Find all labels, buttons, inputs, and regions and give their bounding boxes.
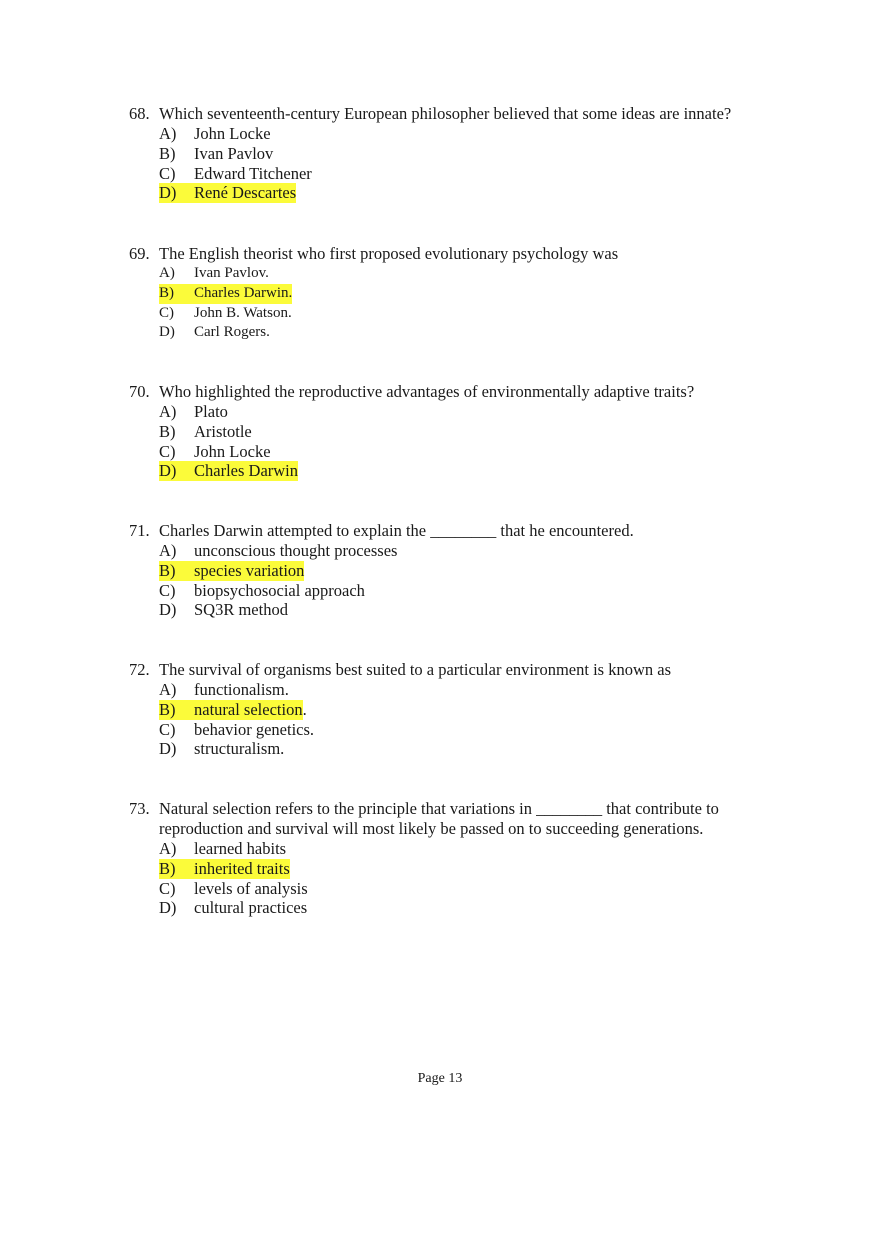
option-letter: A) — [159, 680, 177, 699]
question-number: 69. — [129, 244, 150, 263]
option-letter: B) — [159, 421, 176, 441]
option-text: learned habits — [194, 839, 287, 858]
option-letter: C) — [159, 580, 176, 600]
question-stem — [129, 104, 789, 124]
option-text: Aristotle — [194, 421, 252, 441]
question-number: 72. — [129, 660, 150, 679]
option-text: René Descartes — [194, 183, 297, 203]
option-text: John B. Watson. — [194, 304, 292, 321]
option-letter: B) — [159, 560, 176, 580]
question-number: 71. — [129, 521, 150, 540]
question-number: 73. — [129, 799, 150, 818]
option-text: Plato — [194, 402, 228, 421]
answer-highlight — [159, 700, 303, 720]
option-b-correct — [159, 700, 789, 720]
question-stem — [129, 660, 789, 680]
question-text: The survival of organisms best suited to a particular environment is known as — [159, 660, 672, 679]
option-letter: A) — [159, 402, 177, 421]
option-letter: C) — [159, 441, 176, 461]
option-letter: A) — [159, 265, 175, 281]
question-text: Charles Darwin attempted to explain the ________ that he encountered. — [159, 521, 634, 540]
option-letter: B) — [159, 284, 174, 301]
option-c — [159, 581, 789, 601]
option-letter: B) — [159, 143, 176, 163]
answer-highlight — [159, 183, 296, 203]
option-suffix: . — [302, 699, 307, 719]
option-text: John Locke — [194, 441, 271, 461]
answer-highlight — [159, 284, 292, 304]
option-letter: A) — [159, 839, 177, 858]
question-text: The English theorist who first proposed evolutionary psychology was — [159, 244, 619, 263]
question-stem — [129, 244, 789, 264]
option-text: Carl Rogers. — [194, 324, 270, 341]
option-letter: D) — [159, 600, 177, 620]
option-c — [159, 879, 789, 899]
answer-highlight — [159, 461, 298, 481]
option-letter: C) — [159, 304, 174, 321]
option-text: inherited traits — [194, 858, 290, 878]
question-stem — [129, 521, 789, 541]
question-text: Which seventeenth-century European philosopher believed that some ideas are innate? — [159, 104, 732, 123]
option-letter: D) — [159, 183, 177, 203]
option-d — [159, 600, 789, 620]
option-letter: D) — [159, 898, 177, 918]
question-number: 70. — [129, 382, 150, 401]
option-c — [159, 164, 789, 184]
page-number: Page 13 — [417, 1071, 463, 1086]
option-a — [159, 680, 789, 700]
option-letter: D) — [159, 324, 175, 341]
option-a — [159, 124, 789, 144]
option-text: species variation — [194, 560, 305, 580]
option-text: SQ3R method — [194, 600, 288, 620]
option-d — [159, 323, 789, 343]
option-d — [159, 898, 789, 918]
option-text: behavior genetics. — [194, 719, 315, 739]
option-text: John Locke — [194, 124, 271, 143]
option-a — [159, 839, 789, 859]
option-letter: C) — [159, 878, 176, 898]
question-70 — [129, 382, 789, 481]
option-b-correct — [159, 284, 789, 304]
option-text: levels of analysis — [194, 878, 308, 898]
answer-highlight — [159, 561, 304, 581]
option-text: structuralism. — [194, 739, 285, 759]
option-b-correct — [159, 561, 789, 581]
option-b-correct — [159, 859, 789, 879]
option-text: unconscious thought processes — [194, 541, 398, 560]
option-letter: A) — [159, 124, 177, 143]
option-text: cultural practices — [194, 898, 308, 918]
option-text: Charles Darwin. — [194, 284, 293, 301]
option-b — [159, 144, 789, 164]
question-71 — [129, 521, 789, 620]
option-d-correct — [159, 461, 789, 481]
option-a — [159, 541, 789, 561]
answer-highlight — [159, 859, 290, 879]
option-d-correct — [159, 183, 789, 203]
option-a — [159, 402, 789, 422]
option-c — [159, 304, 789, 324]
option-b — [159, 422, 789, 442]
question-68 — [129, 104, 789, 203]
option-letter: C) — [159, 719, 176, 739]
question-stem — [129, 799, 789, 839]
option-a — [159, 264, 789, 284]
option-text: Charles Darwin — [194, 461, 299, 481]
option-text: natural selection — [194, 699, 303, 719]
option-c — [159, 720, 789, 740]
option-d — [159, 739, 789, 759]
question-69 — [129, 244, 789, 343]
question-number: 68. — [129, 104, 150, 123]
question-72 — [129, 660, 789, 759]
option-text: Ivan Pavlov. — [194, 265, 269, 281]
option-text: Ivan Pavlov — [194, 143, 274, 163]
option-c — [159, 442, 789, 462]
option-letter: D) — [159, 739, 177, 759]
option-letter: B) — [159, 858, 176, 878]
question-stem — [129, 382, 789, 402]
option-text: functionalism. — [194, 680, 289, 699]
option-letter: B) — [159, 699, 176, 719]
question-73 — [129, 799, 789, 918]
question-text: Who highlighted the reproductive advantages of environmentally adaptive traits? — [159, 382, 695, 401]
option-letter: D) — [159, 461, 177, 481]
option-text: biopsychosocial approach — [194, 580, 365, 600]
question-text: Natural selection refers to the principle that variations in ________ that contribute to reproduction and survival will most likely be passed on to succeeding generations. — [159, 799, 719, 838]
option-text: Edward Titchener — [194, 163, 312, 183]
option-letter: C) — [159, 163, 176, 183]
option-letter: A) — [159, 541, 177, 560]
